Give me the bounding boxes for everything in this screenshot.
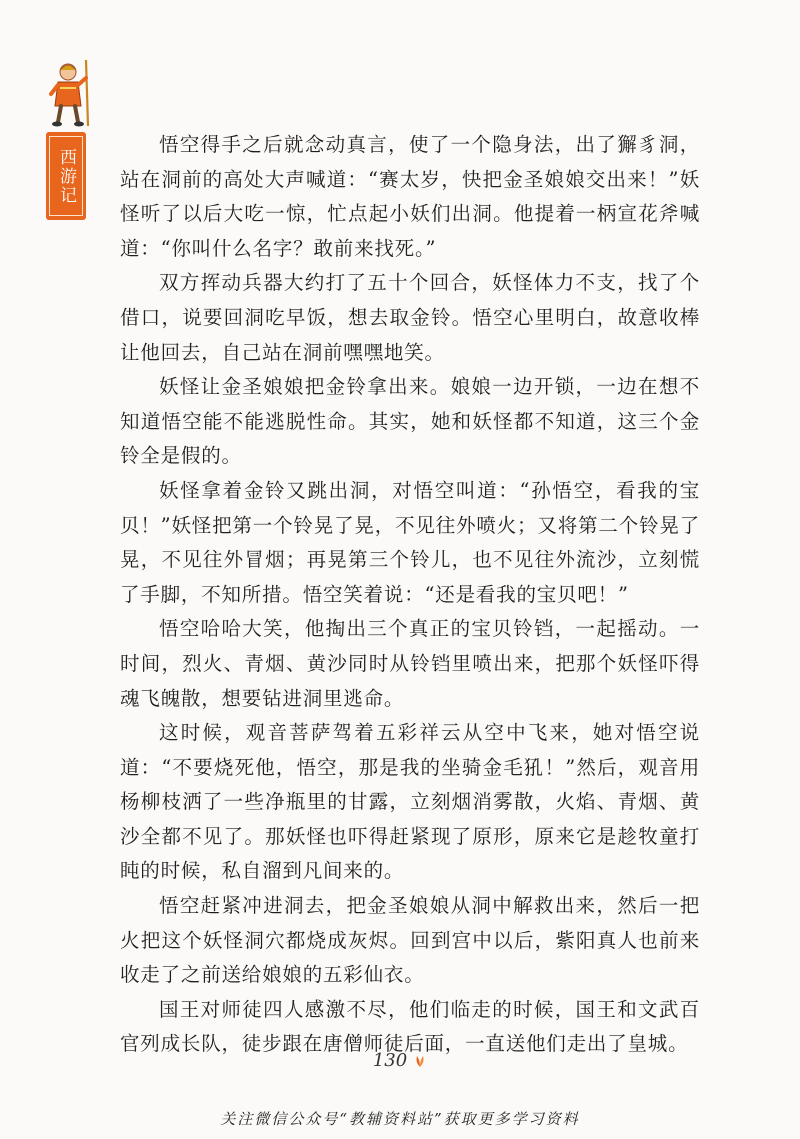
footer-watermark-note: 关注微信公众号“教辅资料站”获取更多学习资料 [220,1110,580,1128]
main-text [120,128,700,1062]
page-number: 130 [372,1050,408,1071]
book-title-tab [46,132,86,220]
leaf-ornament-icon [413,1054,427,1068]
paragraph: 悟空得手之后就念动真言，使了一个隐身法，出了獬豸洞，站在洞前的高处大声喊道：“赛太岁，快把金圣娘娘交出来！”妖怪听了以后大吃一惊，忙点起小妖们出洞。他提着一柄宣花斧喊道：“你叫什么名字？敢前来找死。” [120,133,700,260]
paragraph: 悟空赶紧冲进洞去，把金圣娘娘从洞中解救出来，然后一把火把这个妖怪洞穴都烧成灰烬。回到宫中以后，紫阳真人也前来收走了之前送给娘娘的五彩仙衣。 [120,894,700,987]
paragraph: 悟空哈哈大笑，他掏出三个真正的宝贝铃铛，一起摇动。一时间，烈火、青烟、黄沙同时从铃铛里喷出来，把那个妖怪吓得魂飞魄散，想要钻进洞里逃命。 [120,617,700,710]
paragraph: 妖怪让金圣娘娘把金铃拿出来。娘娘一边开锁，一边在想不知道悟空能不能逃脱性命。其实，她和妖怪都不知道，这三个金铃全是假的。 [120,375,700,468]
paragraph: 双方挥动兵器大约打了五十个回合，妖怪体力不支，找了个借口，说要回洞吃早饭，想去取金铃。悟空心里明白，故意收棒让他回去，自己站在洞前嘿嘿地笑。 [120,271,700,364]
book-title-text: 西游记 [49,136,83,216]
monkey-king-icon [48,58,94,128]
paragraph: 妖怪拿着金铃又跳出洞，对悟空叫道：“孙悟空，看我的宝贝！”妖怪把第一个铃晃了晃，不见往外喷火；又将第二个铃晃了晃，不见往外冒烟；再晃第三个铃儿，也不见往外流沙，立刻慌了手脚，不知所措。悟空笑着说：“还是看我的宝贝吧！” [120,478,700,606]
paragraph: 国王对师徒四人感激不尽，他们临走的时候，国王和文武百官列成长队，徒步跟在唐僧师徒后面，一直送他们走出了皇城。 [120,997,700,1056]
page-footer [0,1050,800,1071]
paragraph: 这时候，观音菩萨驾着五彩祥云从空中飞来，她对悟空说道：“不要烧死他，悟空，那是我的坐骑金毛犼！”然后，观音用杨柳枝洒了一些净瓶里的甘露，立刻烟消雾散，火焰、青烟、黄沙全都不见了。那妖怪也吓得赶紧现了原形，原来它是趁牧童打盹的时候，私自溜到凡间来的。 [120,721,700,883]
